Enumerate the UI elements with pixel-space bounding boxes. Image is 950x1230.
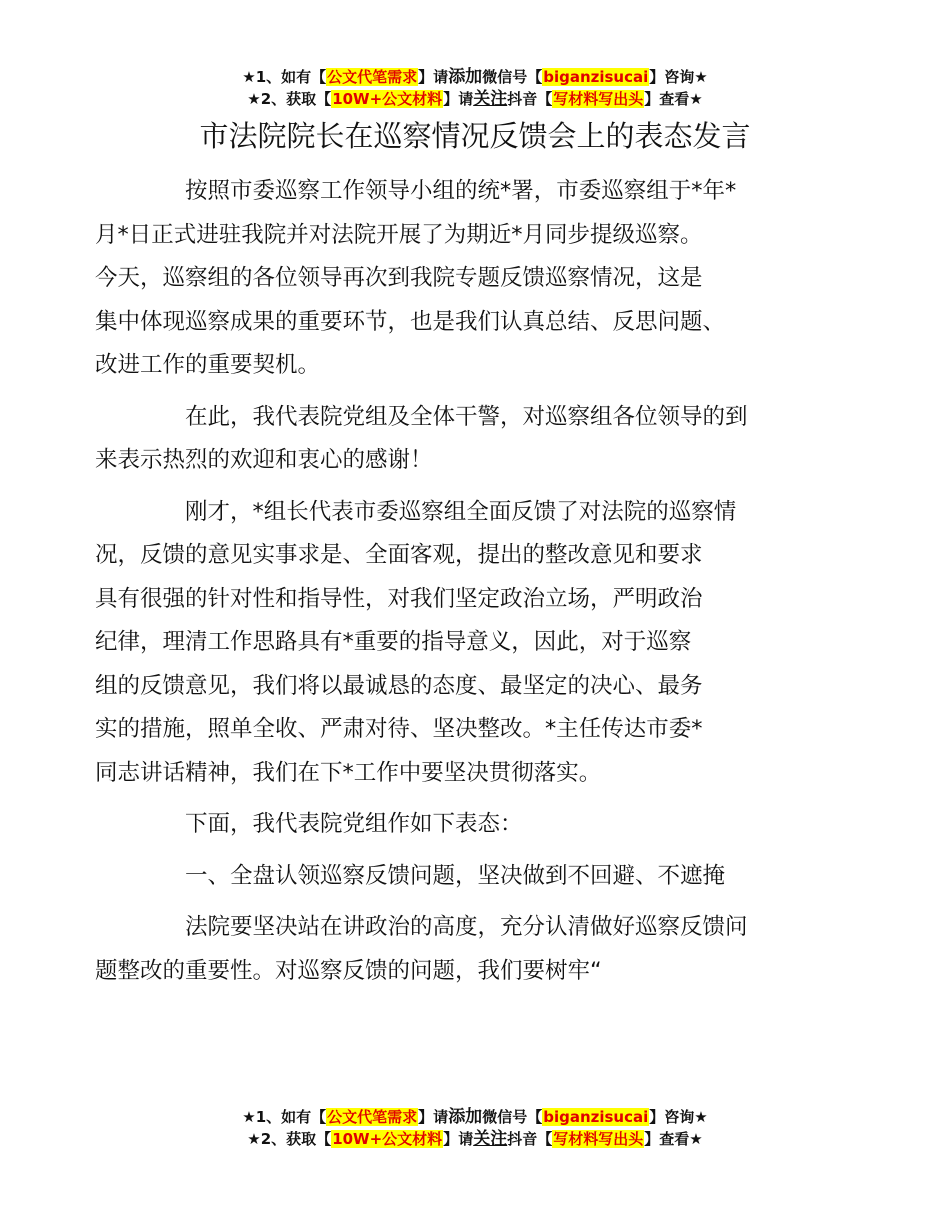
banner-line-2: [0, 1128, 950, 1150]
banner-text: 抖音【: [507, 1130, 553, 1148]
banner-text: 】查看★: [644, 1130, 703, 1148]
highlight-service: 公文代笔需求: [327, 1108, 418, 1126]
paragraph: [140, 803, 812, 847]
paragraph-line: 来表示热烈的欢迎和衷心的感谢！: [95, 447, 433, 473]
banner-text: 】咨询★: [649, 68, 708, 86]
highlight-wechat-id: biganzisucai: [543, 68, 649, 86]
highlight-service: 公文代笔需求: [327, 68, 418, 86]
highlight-materials: 10W+公文材料: [332, 1130, 443, 1148]
paragraph-line: 改进工作的重要契机。: [95, 352, 321, 378]
banner-emphasis: 添加: [448, 67, 483, 87]
banner-text: 】请: [418, 68, 449, 86]
paragraph: [95, 170, 812, 388]
highlight-douyin-account: 写材料写出头: [553, 90, 644, 108]
paragraph: [95, 396, 812, 483]
paragraph-line: 今天，巡察组的各位领导再次到我院专题反馈巡察情况，这是: [95, 265, 703, 291]
footer-banner: [0, 1106, 950, 1150]
banner-text: 】查看★: [644, 90, 703, 108]
banner-text: ★1、如有【: [242, 68, 327, 86]
document-body: [95, 170, 812, 1001]
paragraph-line: 组的反馈意见，我们将以最诚恳的态度、最坚定的决心、最务: [95, 672, 703, 699]
paragraph: [140, 855, 812, 899]
banner-text: 】请: [443, 1130, 474, 1148]
paragraph-line: 题整改的重要性。对巡察反馈的问题，我们要树牢“: [95, 957, 602, 984]
paragraph-line: 集中体现巡察成果的重要环节，也是我们认真总结、反思问题、: [95, 308, 726, 335]
paragraph-line: 法院要坚决站在讲政治的高度，充分认清做好巡察反馈问: [185, 914, 748, 940]
paragraph-line: 在此，我代表院党组及全体干警，对巡察组各位领导的到: [185, 403, 748, 430]
banner-line-1: [0, 66, 950, 88]
banner-text: 】请: [443, 90, 474, 108]
paragraph-line: 同志讲话精神，我们在下*工作中要坚决贯彻落实。: [95, 759, 602, 786]
banner-emphasis: 关注: [473, 1129, 508, 1149]
banner-text: 微信号【: [482, 1108, 543, 1126]
banner-text: ★1、如有【: [242, 1108, 327, 1126]
banner-text: 】请: [418, 1108, 449, 1126]
highlight-materials: 10W+公文材料: [332, 90, 443, 108]
banner-emphasis: 关注: [473, 89, 508, 109]
highlight-douyin-account: 写材料写出头: [553, 1130, 644, 1148]
banner-line-2: [0, 88, 950, 110]
banner-text: 微信号【: [482, 68, 543, 86]
paragraph-line: 况，反馈的意见实事求是、全面客观，提出的整改意见和要求: [95, 542, 703, 568]
paragraph-line: 一、全盘认领巡察反馈问题，坚决做到不回避、不遮掩: [185, 862, 726, 889]
document-title: 市法院院长在巡察情况反馈会上的表态发言: [199, 119, 751, 153]
banner-text: 抖音【: [507, 90, 553, 108]
highlight-wechat-id: biganzisucai: [543, 1108, 649, 1126]
banner-text: ★2、获取【: [247, 1130, 332, 1148]
paragraph-line: 纪律，理清工作思路具有*重要的指导意义，因此，对于巡察: [95, 629, 692, 655]
paragraph-line: 刚才，*组长代表市委巡察组全面反馈了对法院的巡察情: [185, 498, 737, 525]
paragraph-line: 月*日正式进驻我院并对法院开展了为期近*月同步提级巡察。: [95, 221, 703, 248]
paragraph: [95, 491, 812, 796]
header-banner: [0, 66, 950, 110]
banner-text: ★2、获取【: [247, 90, 332, 108]
banner-emphasis: 添加: [448, 1107, 483, 1127]
banner-text: 】咨询★: [649, 1108, 708, 1126]
paragraph-line: 下面，我代表院党组作如下表态：: [185, 811, 523, 837]
paragraph-line: 实的措施，照单全收、严肃对待、坚决整改。*主任传达市委*: [95, 716, 703, 742]
paragraph-line: 按照市委巡察工作领导小组的统*署，市委巡察组于*年*: [185, 178, 737, 204]
banner-line-1: [0, 1106, 950, 1128]
paragraph-line: 具有很强的针对性和指导性，对我们坚定政治立场，严明政治: [95, 585, 703, 612]
paragraph: [95, 906, 812, 993]
